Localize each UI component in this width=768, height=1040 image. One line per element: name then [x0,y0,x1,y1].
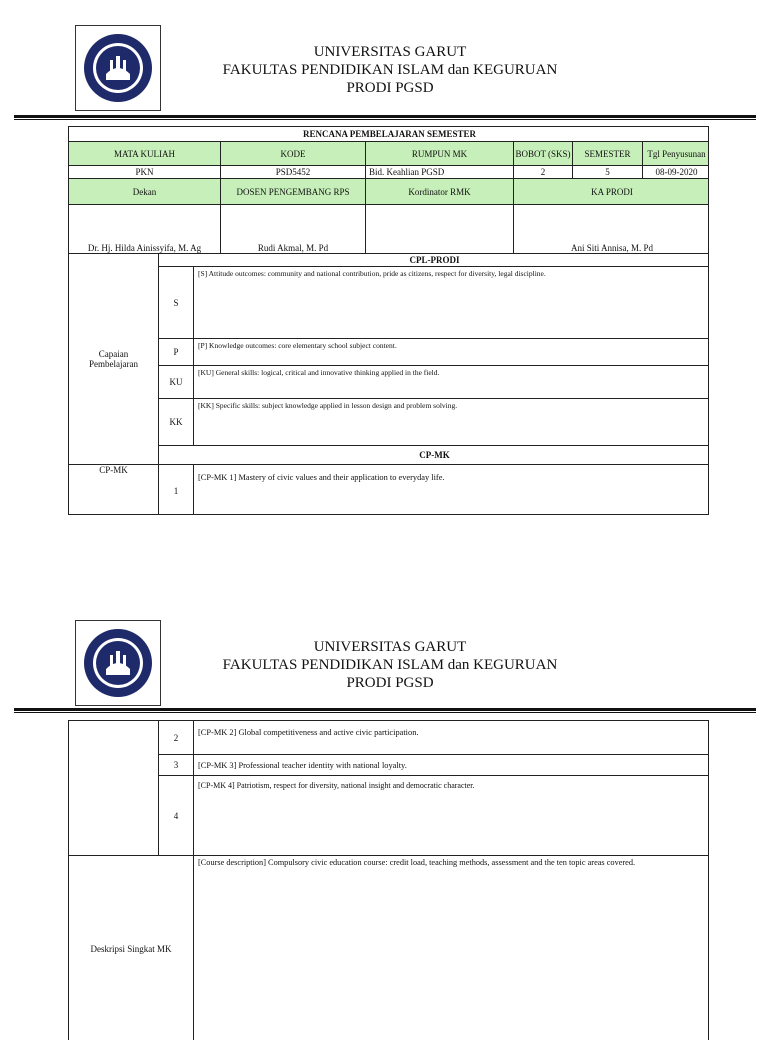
val-matkul: PKN [69,166,221,179]
cpmk-3-text: [CP-MK 3] Professional teacher identity with national loyalty. [198,761,407,770]
header-rule-thin [14,119,756,120]
cpl-kk-text: [KK] Specific skills: subject knowledge applied in lesson design and problem solving. [198,401,458,410]
university-name-2: UNIVERSITAS GARUT [313,639,467,655]
cpmk-continued-table [68,720,709,1040]
program-name-2: PRODI PGSD [346,675,434,691]
sign-kaprodi: Ani Siti Annisa, M. Pd [514,205,709,254]
cpmk-no-3: 3 [159,755,194,776]
rps-table [68,126,709,515]
cpmk-4-text: [CP-MK 4] Patriotism, respect for diversity, national insight and democratic character. [198,781,475,790]
capaian-label: Capaian Pembelajaran [69,254,159,465]
university-seal-icon [76,26,160,110]
hdr-rumpun: RUMPUN MK [366,142,514,166]
page-header-1 [0,25,768,125]
faculty-name: FAKULTAS PENDIDIKAN ISLAM dan KEGURUAN [222,62,558,78]
faculty-name-2: FAKULTAS PENDIDIKAN ISLAM dan KEGURUAN [222,657,558,673]
desc-label: Deskripsi Singkat MK [69,856,194,1040]
university-seal-icon [76,621,160,705]
page-header-2 [0,620,768,720]
sign-dekan: Dr. Hj. Hilda Ainissyifa, M. Ag [69,205,221,254]
val-semester: 5 [573,166,643,179]
code-p: P [159,339,194,366]
hdr-kode: KODE [221,142,366,166]
cpl-prodi-title: CPL-PRODI [159,254,709,267]
sign-koord [366,205,514,254]
code-ku: KU [159,366,194,399]
university-logo-2 [75,620,161,706]
rps-title: RENCANA PEMBELAJARAN SEMESTER [69,127,709,142]
hdr-bobot: BOBOT (SKS) [514,142,573,166]
role-kaprodi: KA PRODI [514,179,709,205]
cpl-p-text: [P] Knowledge outcomes: core elementary school subject content. [198,341,397,350]
cpmk-no: 1 [159,465,194,515]
cpl-s-text: [S] Attitude outcomes: community and national contribution, pride as citizens, respect for diversity, legal discipline. [198,269,546,278]
hdr-matkul: MATA KULIAH [69,142,221,166]
hdr-tgl: Tgl Penyusunan [643,142,709,166]
university-logo [75,25,161,111]
cpl-ku-text: [KU] General skills: logical, critical and innovative thinking applied in the field. [198,368,440,377]
hdr-semester: SEMESTER [573,142,643,166]
role-koord: Kordinator RMK [366,179,514,205]
cpmk-title: CP-MK [159,446,709,465]
cpmk-2-text: [CP-MK 2] Global competitiveness and active civic participation. [198,728,419,737]
code-kk: KK [159,399,194,446]
val-kode: PSD5452 [221,166,366,179]
sign-dosen: Rudi Akmal, M. Pd [221,205,366,254]
desc-text: [Course description] Compulsory civic education course: credit load, teaching methods, assessment and the ten topic areas covered. [198,858,636,867]
code-s: S [159,267,194,339]
val-bobot: 2 [514,166,573,179]
cpmk-no-2: 2 [159,721,194,755]
program-name: PRODI PGSD [346,80,434,96]
cpmk-label-cont [69,721,159,856]
val-tgl: 08-09-2020 [643,166,709,179]
cpmk-label: CP-MK [69,465,159,515]
role-dosen: DOSEN PENGEMBANG RPS [221,179,366,205]
role-dekan: Dekan [69,179,221,205]
cpmk-no-4: 4 [159,776,194,856]
val-rumpun: Bid. Keahlian PGSD [366,166,514,179]
header-titles-2 [180,638,600,692]
header-titles [180,43,600,97]
university-name: UNIVERSITAS GARUT [313,44,467,60]
header-rule-thin-2 [14,712,756,713]
cpmk-text: [CP-MK 1] Mastery of civic values and their application to everyday life. [198,473,445,482]
header-rule [14,115,756,118]
header-rule-2 [14,708,756,711]
